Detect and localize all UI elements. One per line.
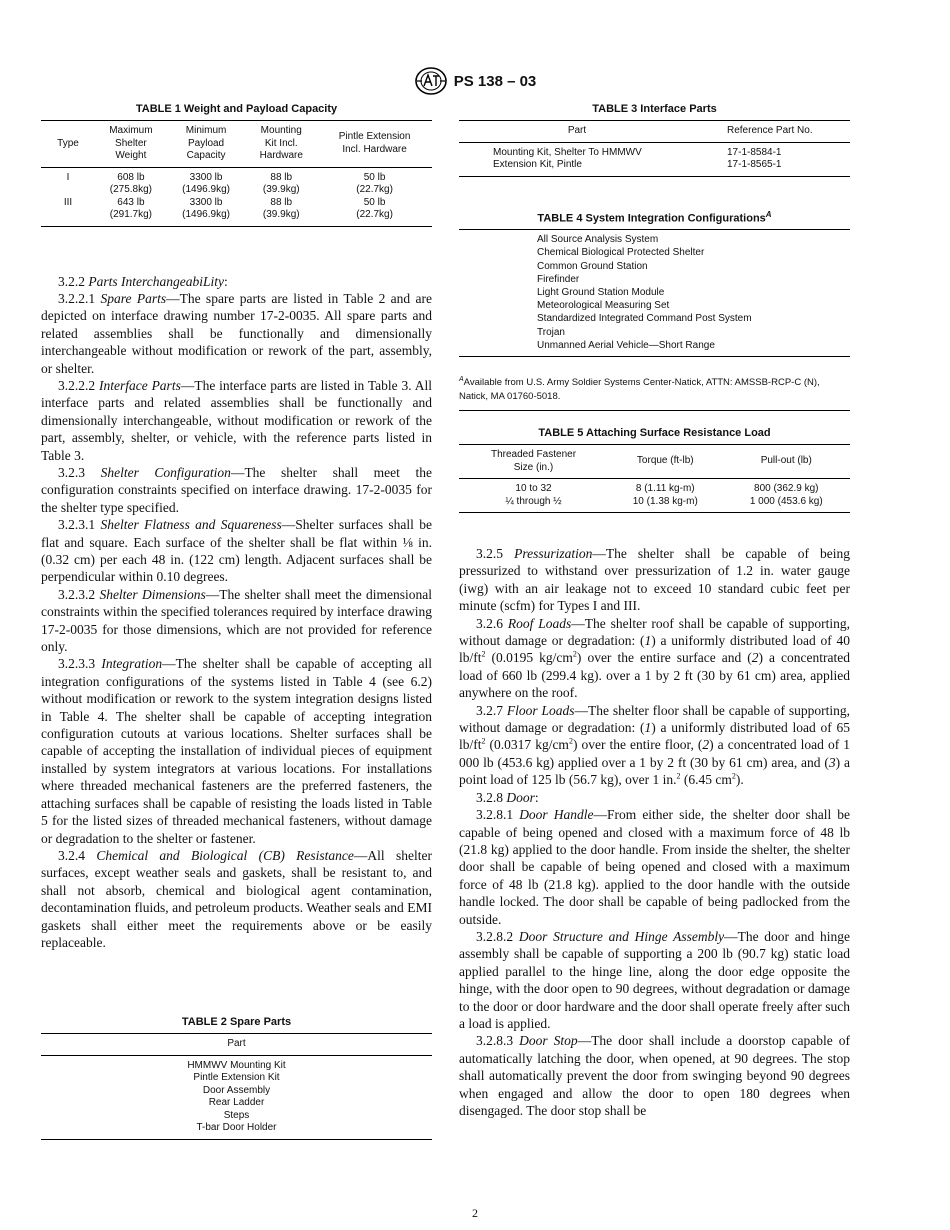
table-cell: 800 (362.9 kg): [754, 483, 819, 495]
table1-header-type: Type: [41, 121, 95, 168]
table-cell: Door Assembly: [202, 1084, 271, 1096]
paragraph: 3.2.3.2 Shelter Dimensions—The shelter shall meet the dimensional constraints within the specified tolerances required by interface drawing 17-2-0035 for those dimensions, which are not provided for reference only.: [41, 586, 432, 655]
table-row: [459, 142, 850, 159]
list-item: Chemical Biological Protected Shelter: [537, 247, 705, 259]
paragraph: 3.2.8.1 Door Handle—From either side, the shelter door shall be capable of being opened and closed with a maximum force of 48 lb (21.8 kg) applied to the door handle. From inside the shelter, the shelter door shall be capable of being opened and closed with a maximum force of 48 lb (21.8 kg). applied to the door handle with the outside handle locked. The door shall be capable of being padlocked from the outside.: [459, 807, 850, 927]
table5-header-pullout: Pull-out (lb): [723, 445, 850, 479]
page-header: [0, 66, 950, 101]
table5-title: TABLE 5 Attaching Surface Resistance Load: [538, 427, 771, 440]
table-row: [41, 1055, 432, 1072]
table-row: [41, 1110, 432, 1123]
table-cell: Steps: [223, 1109, 250, 1121]
table-cell: Extension Kit, Pintle: [459, 159, 695, 176]
right-body-text: [459, 545, 850, 1119]
table-cell: 17-1-8565-1: [695, 159, 850, 176]
table-cell: 1 000 (453.6 kg): [723, 496, 850, 513]
table-cell: 3300 lb (1496.9kg): [182, 171, 230, 195]
table1-header-min-payload: Minimum Payload Capacity: [167, 121, 246, 168]
table-cell: Rear Ladder: [208, 1097, 265, 1108]
table4: [459, 229, 850, 357]
list-item: Common Ground Station: [537, 260, 648, 272]
table-row: [41, 1122, 432, 1139]
table1-header-pintle: Pintle Extension Incl. Hardware: [317, 121, 432, 168]
table-row: [41, 1097, 432, 1110]
table-cell: 643 lb (291.7kg): [95, 197, 167, 227]
table-cell: 50 lb (22.7kg): [356, 171, 393, 195]
paragraph: 3.2.8.2 Door Structure and Hinge Assembly—The door and hinge assembly shall be capable of supporting a 200 lb (90.7 kg) static load applied parallel to the hinge line, along the door edge opposite the hinge, with the door open to 90 degrees, without degradation or damage to the door or door hardware and the door shall operate freely after such a load is applied.: [459, 928, 851, 1031]
table-row: [41, 167, 432, 197]
right-column: [459, 103, 851, 1118]
list-item: Standardized Integrated Command Post System: [537, 313, 752, 325]
table2-title: TABLE 2 Spare Parts: [181, 1016, 292, 1028]
paragraph: 3.2.3.1 Shelter Flatness and Squareness—Shelter surfaces shall be flat and square. Each surface of the shelter shall be flat within ⅛ in. (0.32 cm) per each 48 in. (122 cm) length. Adjacent surfaces shall be perpendicular within 0.10 degrees.: [41, 517, 433, 585]
table-cell: ¼ through ½: [459, 496, 608, 513]
table5-header-torque: Torque (ft-lb): [608, 445, 723, 479]
list-item: All Source Analysis System: [537, 234, 659, 246]
table-cell: 3300 lb (1496.9kg): [167, 197, 246, 227]
table-cell: Mounting Kit, Shelter To HMMWV: [493, 146, 642, 158]
paragraph: 3.2.2.1 Spare Parts—The spare parts are listed in Table 2 and are depicted on interface drawing number 17-2-0035. All spare parts and related assemblies shall be functionally and dimensionally interchangeable without modification or rework of the part, assembly, or shelter.: [41, 290, 432, 376]
left-body-text: [41, 273, 432, 952]
table-row: [459, 496, 850, 513]
astm-logo-icon: [414, 66, 448, 96]
list-item: Trojan: [537, 326, 565, 338]
table3-header-part: Part: [459, 121, 695, 143]
table3: [459, 120, 850, 177]
table2-header-part: Part: [41, 1034, 432, 1056]
list-item: Unmanned Aerial Vehicle—Short Range: [537, 339, 715, 351]
table-row: [41, 1085, 432, 1098]
table3-title: TABLE 3 Interface Parts: [592, 103, 717, 115]
table1-title: TABLE 1 Weight and Payload Capacity: [135, 103, 338, 115]
table4-footnote: $^A$Available from U.S. Army Soldier Systems Center-Natick, ATTN: AMSSB-RCP-C (N), Natick, MA 01760-5018.: [459, 367, 850, 411]
table-row: [459, 159, 850, 176]
paragraph: 3.2.2 Parts InterchangeabiLity:: [58, 273, 228, 289]
page-number: 2: [472, 1206, 478, 1220]
table-cell: III: [41, 197, 95, 227]
table-cell: 88 lb (39.9kg): [262, 171, 300, 195]
left-column: [41, 103, 433, 1133]
table-cell: 10 (1.38 kg-m): [608, 496, 723, 513]
paragraph: 3.2.4 Chemical and Biological (CB) Resistance—All shelter surfaces, except weather seals and gaskets, shall be resistant to, and shall not absorb, chemical and biological agent contamination, decontamination fluids, and petroleum products. Weather seals and EMI gaskets shall either meet the requirements above or be easily replaceable.: [41, 847, 432, 950]
paragraph: 3.2.5 Pressurization—The shelter shall be capable of being pressurized to withstand over pressurization of 1.2 in. water gauge (iwg) with an air leakage not to exceed 10 standard cubic feet per minute (scfm) for Types I and III.: [459, 546, 851, 614]
table1: [41, 120, 432, 227]
table1-header-mounting-kit: Mounting Kit Incl. Hardware: [245, 121, 317, 168]
paragraph: 3.2.8.3 Door Stop—The door shall include a doorstop capable of automatically latching the door, when opened, at 90 degrees. The stop shall automatically prevent the door from swinging beyond 90 degrees when engaged and allow the door to open 180 degrees when disengaged. The door stop shall be: [459, 1033, 850, 1118]
table-cell: I: [66, 171, 70, 183]
table-row: [459, 479, 850, 496]
table-cell: 88 lb (39.9kg): [245, 197, 317, 227]
table-row: [41, 1072, 432, 1085]
table2-block: [41, 1016, 432, 1140]
table4-title: TABLE 4 System Integration Configurations$^A$: [537, 209, 772, 225]
table1-header-max-weight: Maximum Shelter Weight: [95, 121, 167, 168]
table5-header-size: Threaded Fastener Size (in.): [459, 445, 608, 479]
table-cell: 10 to 32: [515, 483, 552, 495]
table-row: [41, 197, 432, 227]
table-cell: 50 lb (22.7kg): [317, 197, 432, 227]
table-cell: HMMWV Mounting Kit: [187, 1059, 286, 1071]
table-cell: Pintle Extension Kit: [193, 1072, 280, 1083]
table-cell: 17-1-8584-1: [727, 146, 782, 158]
list-item: Light Ground Station Module: [537, 286, 665, 298]
table-cell: 608 lb (275.8kg): [109, 171, 153, 195]
table2: [41, 1033, 432, 1140]
paragraph: 3.2.3 Shelter Configuration—The shelter shall meet the configuration constraints specified on interface drawing. 17-2-0035 for the shelter type specified.: [41, 464, 433, 515]
paragraph: 3.2.8 Door:: [476, 789, 539, 805]
paragraph: 3.2.7 Floor Loads—The shelter floor shall be capable of supporting, without damage or degradation: (1) a uniformly distributed load of 65 $lb/ft^2$ (0.0317 $kg/cm^2$) over the entire floor, (2) a concentrated load of 1 000 lb (453.6 kg) applied over a 1 by 2 ft (30 by 61 cm) area, and (3) a point load of 125 lb (56.7 kg), over 1 in.$^2$ (6.45 $cm^2$).: [459, 702, 851, 788]
table5: [459, 444, 850, 513]
table3-header-ref: Reference Part No.: [695, 121, 850, 143]
paragraph: 3.2.3.3 Integration—The shelter shall be capable of accepting all integration configurations of the systems listed in Table 4 (see 6.2) without modification or rework to the system integration designs listed in Table 4. The shelter shall be capable of accepting integration configuration cutouts at various locations. Shelter surfaces shall be capable of accepting the installation of individual pieces of equipment installed by system integrators at various locations. For installations where threaded mechanical fasteners are the preferred fasteners, the attaching surfaces shall be capable of resisting the loads listed in Table 5 for the listed sizes of threaded mechanical fasteners, without damage or degradation to the shelter or fastener.: [41, 656, 432, 846]
paragraph: 3.2.2.2 Interface Parts—The interface parts are listed in Table 3. All interface parts and related assemblies shall be functionally and dimensionally interchangeable, without modification or rework of the part, assembly, shelter, or vehicle, with the reference parts listed in Table 3.: [41, 377, 432, 463]
list-item: Firefinder: [537, 273, 580, 285]
list-item: Meteorological Measuring Set: [537, 300, 670, 312]
table-cell: 8 (1.11 kg-m): [635, 483, 695, 495]
paragraph: 3.2.6 Roof Loads—The shelter roof shall be capable of supporting, without damage or degradation: (1) a uniformly distributed load of 40 $lb/ft^2$ (0.0195 $kg/cm^2$) over the entire surface and (2) a concentrated load of 660 lb (299.4 kg). over a 1 by 2 ft (30 by 61 cm) area, applied anywhere on the roof.: [459, 615, 851, 701]
table-cell: T-bar Door Holder: [41, 1122, 432, 1139]
document-id: PS 138 – 03: [453, 72, 537, 90]
